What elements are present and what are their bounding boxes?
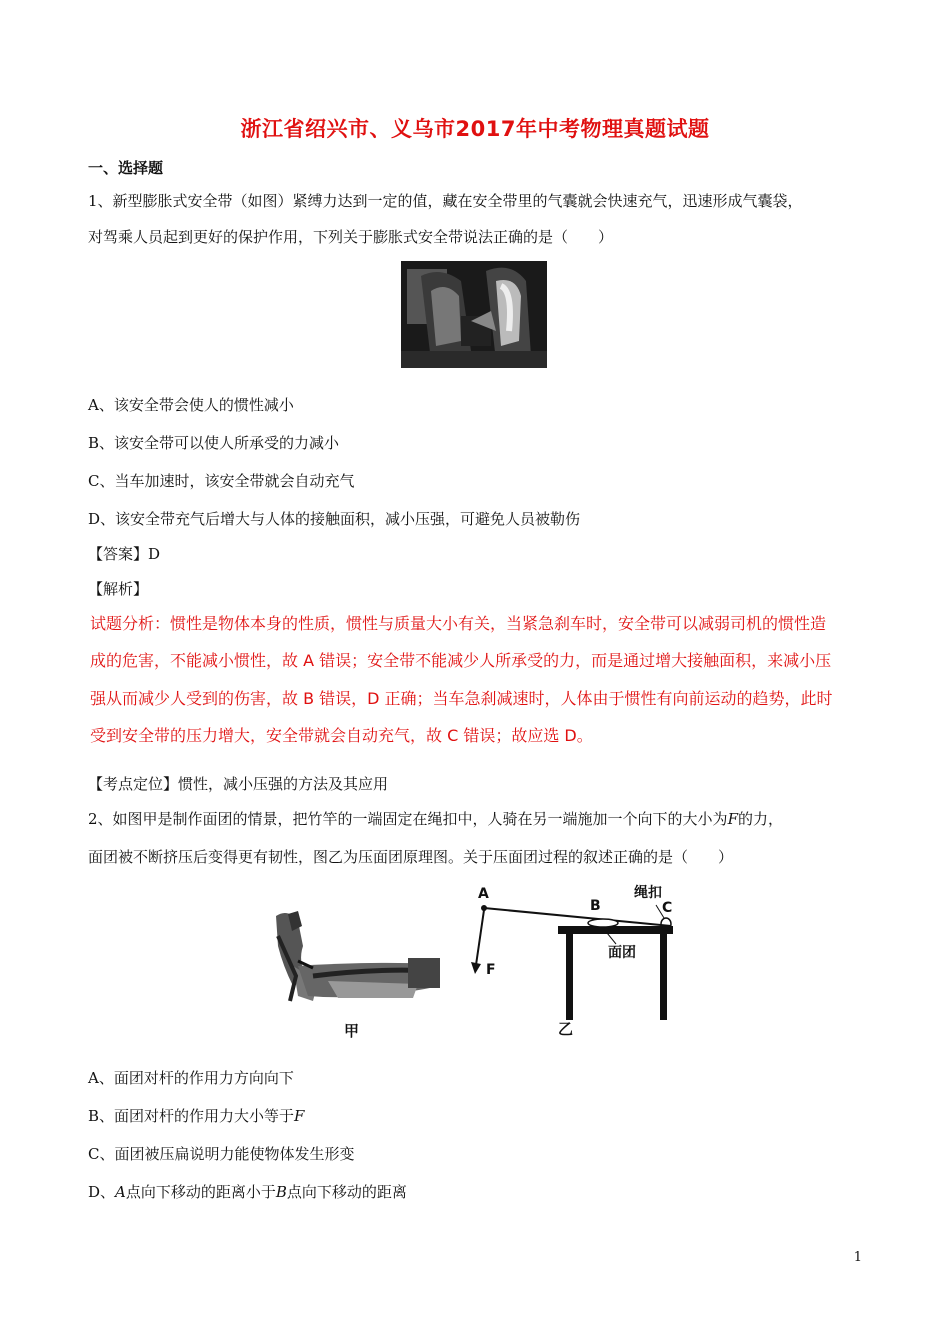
q1-analysis-line2: 成的危害，不能减小惯性，故 A 错误；安全带不能减少人所承受的力，而是通过增大接触面积，来减小压 <box>90 651 832 670</box>
q2-option-d <box>88 1181 407 1202</box>
q1-kaodian: 【考点定位】惯性，减小压强的方法及其应用 <box>88 775 389 793</box>
diagram-label-shengkou: 绳扣 <box>634 885 662 901</box>
q2-option-d-mid: 点向下移动的距离小于 <box>125 1183 276 1201</box>
q2-option-c: C、面团被压扁说明力能使物体发生形变 <box>88 1145 355 1163</box>
q2-stem-var-f: F <box>727 810 738 828</box>
q2-stem-part1: 2、如图甲是制作面团的情景，把竹竿的一端固定在绳扣中，人骑在另一端施加一个向下的大小为 <box>88 810 728 828</box>
q2-stem-line1 <box>88 808 783 829</box>
force-arrow-line <box>476 910 484 965</box>
section-heading: 一、选择题 <box>88 159 164 177</box>
force-arrow-head <box>471 962 481 974</box>
q1-option-a: A、该安全带会使人的惯性减小 <box>88 396 294 414</box>
figure-yi-diagram <box>466 880 696 1040</box>
q1-stem-line1: 1、新型膨胀式安全带（如图）紧缚力达到一定的值，藏在安全带里的气囊就会快速充气，迅速形成气囊袋， <box>88 192 803 210</box>
q2-option-d-var2: B <box>275 1183 287 1201</box>
q2-option-d-var1: A <box>115 1183 126 1201</box>
q1-option-c: C、当车加速时，该安全带就会自动充气 <box>88 472 355 490</box>
q1-option-d: D、该安全带充气后增大与人体的接触面积，减小压强，可避免人员被勒伤 <box>88 510 581 528</box>
diagram-label-miantuan: 面团 <box>608 945 636 961</box>
diagram-label-f: F <box>486 962 496 978</box>
page-number: 1 <box>853 1250 862 1265</box>
q1-stem-line2: 对驾乘人员起到更好的保护作用，下列关于膨胀式安全带说法正确的是（ ） <box>88 228 614 246</box>
table-leg-left <box>566 934 573 1020</box>
table-top <box>558 926 673 934</box>
dough-shape <box>588 919 618 927</box>
q1-analysis-line3: 强从而减少人受到的伤害，故 B 错误，D 正确；当车急刹减速时，人体由于惯性有向前运动的趋势，此时 <box>90 689 833 708</box>
diagram-label-b: B <box>590 898 601 914</box>
q2-stem-part2: 的力， <box>737 810 783 828</box>
q2-option-d-prefix: D、 <box>88 1183 116 1201</box>
q2-option-b-var: F <box>294 1107 305 1125</box>
q2-option-a: A、面团对杆的作用力方向向下 <box>88 1069 294 1087</box>
q1-analysis-line4: 受到安全带的压力增大，安全带就会自动充气，故 C 错误；故应选 D。 <box>90 726 593 745</box>
diagram-label-a: A <box>478 886 489 902</box>
q1-answer: 【答案】D <box>88 545 161 563</box>
q2-option-d-suffix: 点向下移动的距离 <box>286 1183 407 1201</box>
document-title: 浙江省绍兴市、义乌市2017年中考物理真题试题 <box>240 117 710 141</box>
figure-jia-label: 甲 <box>344 1022 360 1040</box>
q1-analysis-line1: 试题分析：惯性是物体本身的性质，惯性与质量大小有关，当紧急刹车时，安全带可以减弱司机的惯性造 <box>90 614 827 633</box>
q2-option-b <box>88 1105 304 1126</box>
diagram-label-c: C <box>662 900 673 916</box>
figure-jia-photo <box>268 906 448 1041</box>
lever-bar <box>484 908 671 926</box>
q1-analysis-label: 【解析】 <box>88 580 149 598</box>
figure-yi-label: 乙 <box>558 1020 574 1038</box>
seatbelt-photo <box>401 261 547 368</box>
q2-option-b-text: B、面团对杆的作用力大小等于 <box>88 1107 295 1125</box>
q2-stem-line2: 面团被不断挤压后变得更有韧性，图乙为压面团原理图。关于压面团过程的叙述正确的是（ ） <box>88 848 734 866</box>
table-leg-right <box>660 934 667 1020</box>
q1-option-b: B、该安全带可以使人所承受的力减小 <box>88 434 340 452</box>
